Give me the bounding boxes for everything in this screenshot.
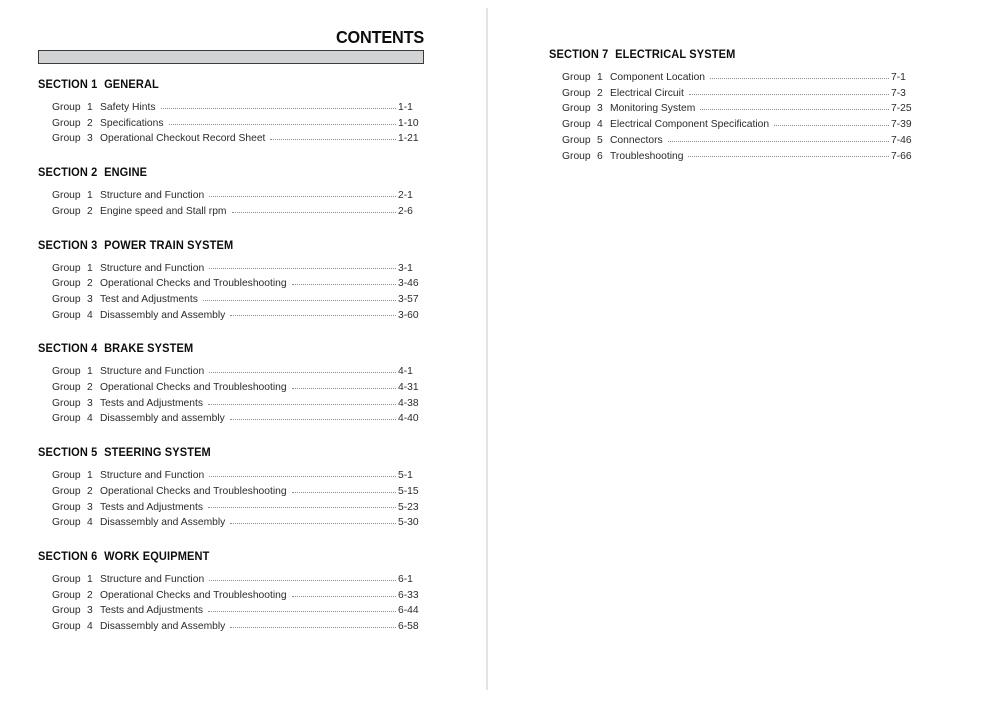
toc-entry[interactable] [38,484,424,500]
group-number: 3 [597,103,603,115]
group-number: 1 [87,366,93,378]
section-name: GENERAL [104,78,159,91]
page-number: 4-38 [398,397,419,409]
page-number: 7-66 [891,150,912,162]
page-number: 2-1 [398,190,413,202]
group-number: 2 [87,485,93,497]
group-word: Group [52,470,81,482]
toc-entry[interactable] [38,588,424,604]
group-title: Structure and Function [100,190,205,202]
group-number: 1 [87,470,93,482]
group-word: Group [52,397,81,409]
group-list [38,572,424,635]
group-word: Group [562,103,591,115]
group-word: Group [52,205,81,217]
page-number: 3-1 [398,262,413,274]
group-title: Operational Checks and Troubleshooting [100,589,287,601]
section-name: WORK EQUIPMENT [104,549,210,563]
group-word: Group [52,366,81,378]
page-title: CONTENTS [335,27,424,47]
page-number: 1-10 [398,117,419,129]
dot-leader [230,310,396,320]
section-name: ELECTRICAL SYSTEM [615,48,736,61]
toc-entry[interactable] [38,261,424,277]
section-label: SECTION 7 [549,48,609,61]
group-title: Electrical Component Specification [610,119,770,131]
page-number: 6-44 [398,605,419,617]
dot-leader [232,207,396,217]
page-number: 7-39 [891,119,912,131]
section-heading [549,48,902,61]
group-number: 3 [87,293,93,305]
page-number: 3-46 [398,278,419,290]
dot-leader [710,73,889,83]
group-number: 1 [87,190,93,202]
dot-leader [230,518,396,528]
group-title: Tests and Adjustments [100,501,204,513]
toc-entry[interactable] [549,149,921,165]
group-title: Tests and Adjustments [100,397,204,409]
section-block [38,78,424,147]
group-word: Group [52,278,81,290]
dot-leader [230,414,396,424]
group-number: 3 [87,397,93,409]
toc-entry[interactable] [38,131,424,147]
group-title: Specifications [100,117,164,129]
section-heading [38,166,405,179]
toc-entry[interactable] [38,396,424,412]
group-number: 5 [597,134,603,146]
section-label: SECTION 5 [38,446,98,460]
toc-entry[interactable] [38,619,424,635]
group-title: Disassembly and Assembly [100,309,226,321]
group-list [38,188,424,219]
page-number: 3-57 [398,293,419,305]
group-list [38,100,424,147]
group-title: Structure and Function [100,262,205,274]
toc-entry[interactable] [549,133,921,149]
section-name: STEERING SYSTEM [104,446,211,460]
group-word: Group [52,190,81,202]
group-number: 2 [87,382,93,394]
toc-entry[interactable] [38,411,424,427]
dot-leader [209,191,396,201]
page-number: 4-40 [398,413,419,425]
section-label: SECTION 6 [38,549,98,563]
section-block [38,239,424,324]
group-word: Group [52,573,81,585]
group-title: Operational Checks and Troubleshooting [100,485,287,497]
group-word: Group [52,133,81,145]
page-number: 4-1 [398,366,413,378]
group-word: Group [562,150,591,162]
group-word: Group [562,72,591,83]
dot-leader [169,119,396,129]
section-name: BRAKE SYSTEM [104,342,194,356]
section-block [38,342,424,427]
toc-entry[interactable] [38,468,424,484]
group-word: Group [52,293,81,305]
page-number: 5-23 [398,501,419,513]
section-name: ENGINE [104,166,148,180]
group-number: 4 [597,119,603,131]
dot-leader [292,487,396,497]
group-word: Group [52,605,81,617]
group-title: Operational Checks and Troubleshooting [100,382,287,394]
dot-leader [700,104,889,114]
right-column [549,48,921,183]
group-word: Group [562,119,591,131]
group-number: 4 [87,517,93,529]
page-number: 6-58 [398,621,419,633]
group-title: Structure and Function [100,366,205,378]
dot-leader [270,134,396,144]
toc-entry[interactable] [38,572,424,588]
dot-leader [689,89,889,99]
section-block [38,446,424,531]
toc-entry[interactable] [38,292,424,308]
dot-leader [292,279,396,289]
toc-entry[interactable] [38,100,424,116]
toc-entry[interactable] [38,116,424,132]
dot-leader [208,606,396,616]
section-block [38,166,424,219]
toc-entry[interactable] [38,515,424,531]
group-list [38,468,424,531]
group-word: Group [562,134,591,146]
group-title: Structure and Function [100,470,205,482]
group-list [38,261,424,324]
dot-leader [688,151,889,161]
page-number: 5-1 [398,470,413,482]
group-number: 3 [87,133,93,145]
section-label: SECTION 2 [38,166,98,180]
group-word: Group [52,589,81,601]
group-title: Structure and Function [100,573,205,585]
group-title: Disassembly and Assembly [100,517,226,529]
toc-entry[interactable] [38,500,424,516]
group-word: Group [52,501,81,513]
group-number: 2 [87,589,93,601]
dot-leader [209,575,396,585]
toc-entry[interactable] [38,603,424,619]
title-rule-bar [38,50,424,64]
group-number: 3 [87,501,93,513]
section-name: POWER TRAIN SYSTEM [104,238,234,252]
dot-leader [774,120,889,130]
toc-entry[interactable] [549,101,921,117]
group-title: Test and Adjustments [100,293,198,305]
left-column [38,78,424,654]
group-number: 1 [87,102,93,113]
group-word: Group [52,309,81,321]
group-number: 6 [597,150,603,162]
dot-leader [292,383,396,393]
group-number: 4 [87,413,93,425]
section-label: SECTION 3 [38,238,98,252]
group-title: Component Location [610,72,706,83]
dot-leader [209,263,396,273]
group-word: Group [52,517,81,529]
page-number: 5-15 [398,485,419,497]
toc-entry[interactable] [549,70,921,86]
toc-entry[interactable] [549,117,921,133]
section-heading [38,550,405,563]
group-number: 1 [87,573,93,585]
dot-leader [161,103,396,113]
group-word: Group [52,382,81,394]
page-number: 7-25 [891,103,912,115]
group-title: Connectors [610,134,663,146]
group-number: 3 [87,605,93,617]
dot-leader [668,136,889,146]
section-heading [38,78,405,91]
group-number: 2 [87,117,93,129]
group-number: 4 [87,621,93,633]
group-title: Safety Hints [100,102,156,113]
dot-leader [292,591,396,601]
group-number: 4 [87,309,93,321]
section-label: SECTION 4 [38,342,98,356]
section-heading [38,342,405,355]
toc-entry[interactable] [38,308,424,324]
page-number: 7-46 [891,134,912,146]
section-heading [38,446,405,459]
group-title: Tests and Adjustments [100,605,204,617]
section-block [549,48,921,164]
page-number: 3-60 [398,309,419,321]
group-word: Group [562,87,591,99]
dot-leader [208,399,396,409]
page-number: 5-30 [398,517,419,529]
group-title: Operational Checkout Record Sheet [100,133,266,145]
page-number: 7-1 [891,72,906,83]
group-word: Group [52,262,81,274]
toc-entry[interactable] [38,380,424,396]
group-title: Monitoring System [610,103,696,115]
dot-leader [230,622,396,632]
group-number: 2 [87,278,93,290]
contents-header [38,28,424,64]
dot-leader [208,502,396,512]
toc-entry[interactable] [38,204,424,220]
toc-entry[interactable] [38,364,424,380]
page-number: 4-31 [398,382,419,394]
page-number: 1-1 [398,102,413,113]
group-number: 2 [597,87,603,99]
group-number: 1 [597,72,603,83]
dot-leader [203,295,396,305]
group-list [549,70,921,164]
group-title: Disassembly and Assembly [100,621,226,633]
page-number: 6-1 [398,573,413,585]
group-title: Engine speed and Stall rpm [100,205,227,217]
group-word: Group [52,102,81,113]
group-number: 1 [87,262,93,274]
section-heading [38,239,405,252]
section-block [38,550,424,635]
group-word: Group [52,485,81,497]
group-word: Group [52,117,81,129]
toc-entry[interactable] [38,276,424,292]
column-divider [486,8,488,690]
group-list [38,364,424,427]
group-title: Electrical Circuit [610,87,684,99]
group-word: Group [52,413,81,425]
dot-leader [209,367,396,377]
page-number: 6-33 [398,589,419,601]
toc-entry[interactable] [38,188,424,204]
page-number: 2-6 [398,205,413,217]
page-number: 1-21 [398,133,419,145]
dot-leader [209,471,396,481]
section-label: SECTION 1 [38,78,98,91]
page-number: 7-3 [891,87,906,99]
group-title: Operational Checks and Troubleshooting [100,278,287,290]
toc-entry[interactable] [549,86,921,102]
group-title: Disassembly and assembly [100,413,225,425]
group-word: Group [52,621,81,633]
group-title: Troubleshooting [610,150,684,162]
group-number: 2 [87,205,93,217]
